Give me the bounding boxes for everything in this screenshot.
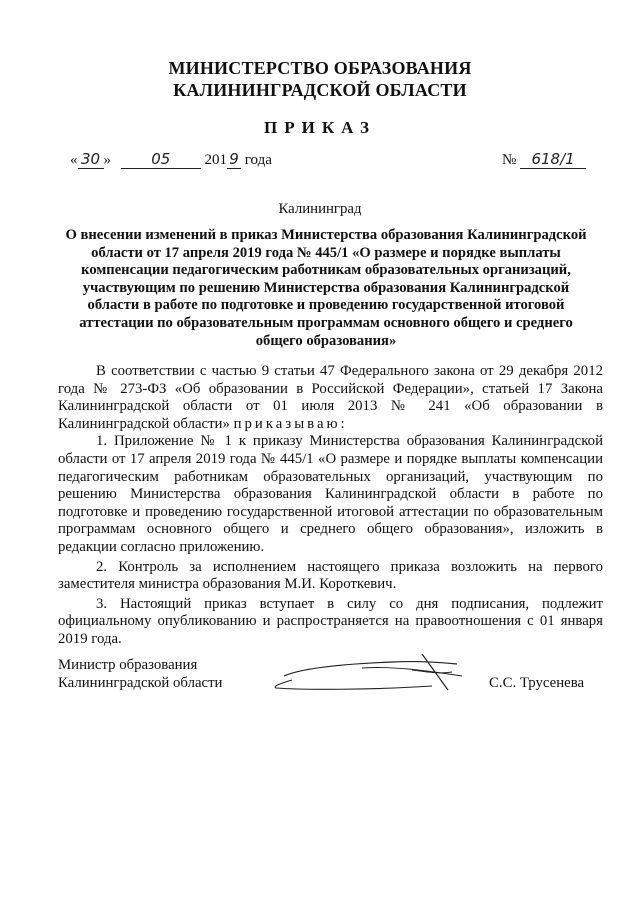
signer-name: С.С. Трусенева xyxy=(489,675,585,691)
signer-position: Министр образования Калининградской области xyxy=(58,657,223,691)
item-2: 2. Контроль за исполнением настоящего приказа возложить на первого заместителя министра образования М.И. Короткевич. xyxy=(58,558,603,593)
city: Калининград xyxy=(278,201,362,217)
date-suffix: года xyxy=(244,152,272,168)
document-type: ПРИКАЗ xyxy=(264,118,376,137)
signature-scribble xyxy=(262,650,472,700)
preamble: В соответствии с частью 9 статьи 47 Федерального закона от 29 декабря 2012 года № 273-ФЗ «Об образовании в Российской Федерации», статьей 17 Закона Калининградской области от 01 июля 2013 № 241 «Об образовании в Калининградской области» приказываю: xyxy=(58,363,603,432)
date-year-digit: 9 xyxy=(227,150,241,169)
order-date: « 30 » 05 201 9 года xyxy=(70,150,272,168)
order-body xyxy=(58,363,603,649)
item-1: 1. Приложение № 1 к приказу Министерства образования Калининградской области от 17 апреля 2019 года № 445/1 «О размере и порядке выплаты компенсации педагогическим работникам образовательных организаций, участвующим по решению Министерства образования Калининградской области в работе по подготовке и проведению государственной итоговой аттестации по образовательным программам основного общего и среднего общего образования», изложить в редакции согласно приложению. xyxy=(58,433,603,555)
date-day: 30 xyxy=(78,150,104,169)
order-subject: О внесении изменений в приказ Министерства образования Калининградской области от 17 апреля 2019 года № 445/1 «О размере и порядке выплаты компенсации педагогическим работникам образовательных организаций, участвующим по решению Министерства образования Калининградской области в работе по подготовке и проведению государственной итоговой аттестации по образовательным программам основного общего и среднего общего образования» xyxy=(65,227,587,349)
order-number: № 618/1 xyxy=(502,150,586,169)
item-3: 3. Настоящий приказ вступает в силу со дня подписания, подлежит официальному опубликованию и распространяется на правоотношения с 01 января 2019 года. xyxy=(58,595,603,647)
decree-word: приказываю: xyxy=(233,415,348,432)
ministry-name-line1: МИНИСТЕРСТВО ОБРАЗОВАНИЯ xyxy=(168,58,472,78)
date-month: 05 xyxy=(121,150,201,169)
order-number-value: 618/1 xyxy=(520,150,586,169)
ministry-name-line2: КАЛИНИНГРАДСКОЙ ОБЛАСТИ xyxy=(173,80,467,100)
